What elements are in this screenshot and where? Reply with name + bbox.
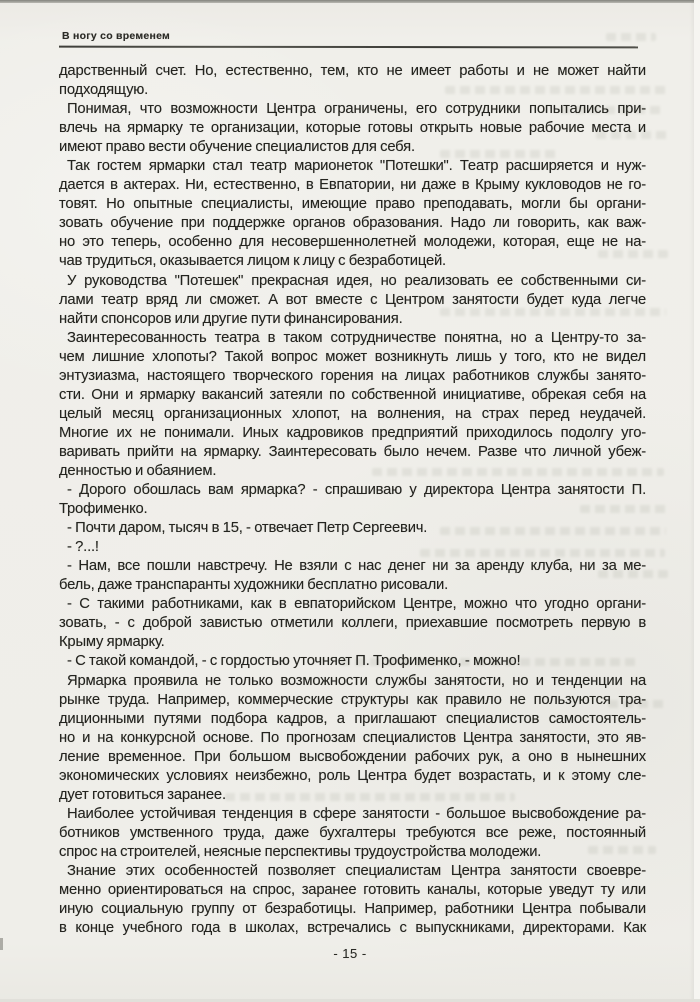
text-line: товят. Но опытные специалисты, имеющие право преподавать, могли бы органи- xyxy=(59,196,646,213)
text-line: имеют право вести обучение специалистов для себя. xyxy=(59,139,415,156)
text-line: зовать, - с доброй завистью отметили коллеги, приехавшие посмотреть первую в xyxy=(59,615,646,632)
body-text xyxy=(59,62,646,938)
text-line: сти. Они и ярмарку вакансий затеяли по собственной инициативе, обрекая себя на xyxy=(59,386,646,403)
text-line: зовать обучение при поддержке органов образования. Надо ли говорить, как важ- xyxy=(59,215,646,232)
text-line: менно ориентироваться на спрос, заранее готовить каналы, которые уведут ту или xyxy=(59,882,646,899)
text-line: Трофименко. xyxy=(59,501,148,518)
text-line: лами театр вряд ли сможет. А вот вместе с Центром занятости будет куда легче xyxy=(59,291,646,308)
bleed-through-artifact xyxy=(606,33,656,41)
text-line: дается в актерах. Ни, естественно, в Евпатории, ни даже в Крыму кукловодов не го- xyxy=(59,177,646,194)
text-line: - ?...! xyxy=(67,539,99,556)
text-line: денностью и обаянием. xyxy=(59,462,217,479)
scan-edge-top xyxy=(0,0,700,3)
text-line: варивать прийти на ярмарку. Заинтересовать было нечем. Разве что личной убеж- xyxy=(59,443,646,460)
text-line: - С такими работниками, как в евпаторийском Центре, можно что угодно органи- xyxy=(67,596,646,613)
text-line: Наиболее устойчивая тенденция в сфере занятости - большое высвобождение ра- xyxy=(67,805,646,822)
text-line: - Почти даром, тысяч в 15, - отвечает Петр Сергеевич. xyxy=(67,520,428,537)
text-line: - С такой командой, - с гордостью уточняет П. Трофименко, - можно! xyxy=(67,653,521,670)
text-line: бель, даже транспаранты художники бесплатно рисовали. xyxy=(59,577,449,594)
text-line: энтузиазма, настоящего творческого горения на лицах работников службы занято- xyxy=(59,367,646,384)
running-header: В ногу со временем xyxy=(62,30,171,42)
text-line: Заинтересованность театра в таком сотрудничестве понятна, но а Центру-то за- xyxy=(67,329,646,346)
text-line: Многие их не понимали. Иных кадровиков предприятий приходилось подолгу уго- xyxy=(59,424,646,441)
text-line: целый месяц организационных хлопот, на волнения, на страх перед неудачей. xyxy=(59,405,646,422)
text-line: спрос на строителей, неясные перспективы трудоустройства молодежи. xyxy=(59,843,542,860)
text-line: Ярмарка проявила не только возможности службы занятости, но и тенденции на xyxy=(67,672,646,689)
text-line: Понимая, что возможности Центра ограничены, его сотрудники попытались при- xyxy=(67,101,646,118)
text-line: но и на конкурсной основе. По прогнозам специалистов Центра занятости, это яв- xyxy=(59,729,646,746)
text-line: - Дорого обошлась вам ярмарка? - спрашиваю у директора Центра занятости П. xyxy=(67,482,646,499)
text-line: рынке труда. Например, коммерческие структуры как правило не пользуются тра- xyxy=(59,691,646,708)
text-line: экономических условиях неизбежно, роль Центра будет возрастать, и к этому сле- xyxy=(59,767,646,784)
text-line: но это теперь, особенно для несовершеннолетней молодежи, которая, еще не на- xyxy=(59,234,646,251)
text-line: ботников умственного труда, даже бухгалтеры требуются все реже, постоянный xyxy=(59,824,646,841)
text-line: найти спонсоров или другие пути финансирования. xyxy=(59,310,403,327)
text-line: диционными путями подбора кадров, а приглашают специалистов самостоятель- xyxy=(59,710,646,727)
text-line: Знание этих особенностей позволяет специалистам Центра занятости своевре- xyxy=(67,862,646,879)
header-rule xyxy=(59,46,638,49)
text-line: в конце учебного года в школах, встречались с выпускниками, директорами. Как xyxy=(59,920,646,937)
text-line: ление временное. При большом высвобождении рабочих рук, а оно в нынешних xyxy=(59,748,646,765)
text-line: дарственный счет. Но, естественно, тем, кто не имеет работы и не может найти xyxy=(59,63,646,79)
text-line: Крыму ярмарку. xyxy=(59,634,165,651)
page-number: - 15 - xyxy=(333,946,367,961)
text-line: влечь на ярмарку те организации, которые готовы открыть новые рабочие места и xyxy=(59,120,646,137)
text-line: Так гостем ярмарки стал театр марионеток "Потешки". Театр расширяется и нуж- xyxy=(67,158,646,175)
text-line: чем лишние хлопоты? Такой вопрос может возникнуть лишь у того, кто не видел xyxy=(59,348,646,365)
text-line: иную социальную группу от безработицы. Например, работники Центра побывали xyxy=(59,901,646,918)
text-line: подходящую. xyxy=(59,82,149,99)
text-line: - Нам, все пошли навстречу. Не взяли с нас денег ни за аренду клуба, ни за ме- xyxy=(67,558,646,575)
text-line: дует готовиться заранее. xyxy=(59,786,226,803)
text-line: У руководства "Потешек" прекрасная идея, но реализовать ее собственными си- xyxy=(67,272,646,289)
scan-edge-right xyxy=(694,0,700,1002)
text-line: чав трудиться, оказывается лицом к лицу с безработицей. xyxy=(59,253,446,270)
